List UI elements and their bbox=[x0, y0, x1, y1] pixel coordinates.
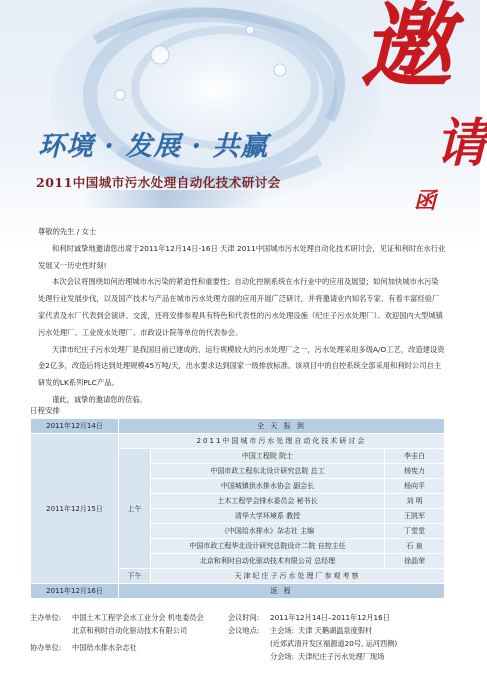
speaker-info: 土木工程学会排水委员会 秘书长 bbox=[151, 494, 385, 509]
speaker-name: 石 泉 bbox=[385, 539, 445, 554]
organizer-label: 主办单位: bbox=[30, 613, 62, 622]
event-cell: 全 天 报 到 bbox=[119, 419, 445, 434]
schedule-table bbox=[30, 418, 445, 599]
speaker-name: 杨向平 bbox=[385, 479, 445, 494]
speaker-name: 刘 明 bbox=[385, 494, 445, 509]
speaker-name: 丁堂堂 bbox=[385, 524, 445, 539]
letter-paragraph: 谨此，诚挚的邀请您的莅临。 bbox=[52, 394, 147, 404]
date-cell: 2011年12月15日 bbox=[31, 434, 119, 584]
event-cell: 天津纪庄子污水处理厂参观考察 bbox=[151, 569, 445, 584]
letter-paragraph: 和利时诚挚地邀请您出席于2011年12月14日-16日 天津 2011中国城市污水处理自动化技术研讨会，见证和利时在水行业发展又一历史性时刻! bbox=[38, 243, 446, 270]
speaker-info: 中国城镇供水排水协会 副会长 bbox=[151, 479, 385, 494]
invite-char-qing: 请 bbox=[435, 113, 487, 174]
time-label: 会议时间: bbox=[228, 613, 260, 622]
co-organizer-label: 协办单位: bbox=[30, 643, 62, 652]
speaker-info: 清华大学环境系 教授 bbox=[151, 509, 385, 524]
speaker-info: 北京和利时自动化驱动技术有限公司 总经理 bbox=[151, 554, 385, 569]
co-organizer: 中国给水排水杂志社 bbox=[72, 643, 137, 652]
speaker-info: 中国市政工程华北设计研究总院设计二院 自控主任 bbox=[151, 539, 385, 554]
speaker-info: 中国市政工程东北设计研究总院 总工 bbox=[151, 464, 385, 479]
schedule-title: 日程安排 bbox=[30, 406, 60, 415]
speaker-name: 杨宪力 bbox=[385, 464, 445, 479]
event-cell: 返 程 bbox=[119, 584, 445, 599]
conference-title: 2011中国城市污水处理自动化技术研讨会 bbox=[36, 175, 281, 190]
main-venue-label: 主会场: bbox=[270, 626, 294, 635]
session-label: 下午 bbox=[119, 569, 151, 584]
main-venue: 天津 天鹅湖温泉度假村 bbox=[298, 626, 373, 635]
invitation-letter bbox=[38, 224, 446, 409]
speaker-name: 王凯军 bbox=[385, 509, 445, 524]
organizer-1: 中国土木工程学会水工业分会 机电委员会 bbox=[72, 613, 204, 622]
table-row bbox=[31, 434, 445, 449]
branch-venue: 天津纪庄子污水处理厂现场 bbox=[298, 652, 385, 661]
salutation: 尊敬的先生 / 女士 bbox=[38, 227, 97, 236]
invite-char-han: 函 bbox=[414, 188, 437, 214]
event-cell: 2011中国城市污水处理自动化技术研讨会 bbox=[119, 434, 445, 449]
speaker-name: 徐晶荣 bbox=[385, 554, 445, 569]
speaker-info: 《中国给水排水》杂志社 主编 bbox=[151, 524, 385, 539]
slogan: 环境 · 发展 · 共赢 bbox=[38, 131, 269, 162]
letter-paragraph: 天津市纪庄子污水处理厂是我国目前已建成的、运行规模较大的污水处理厂之一，污水处理采用多级A/O工艺，改造建设资金2亿多，改造后将达到处理规模45万吨/天，出水要求达到国家一级排放标准。该项目中的自控系统全部采用和利时公司自主研发的LK系列PLC产品。 bbox=[38, 344, 445, 388]
date-cell: 2011年12月16日 bbox=[31, 584, 119, 599]
table-row bbox=[31, 584, 445, 599]
main-venue-address: (近郊武清开发区福源道20号, 运河西侧) bbox=[270, 639, 398, 648]
letter-paragraph: 本次会议将围绕如何治理城市水污染的紧迫性和重要性；自动化控制系统在水行业中的应用及展望；如何加快城市水污染处理行业发展步伐，以及国产技术与产品在城市污水处理方面的应用开展广泛研讨，并将邀请业内知名专家、有着丰富经验厂家代表及水厂代表到会演讲、交流，还将安排参观具有特色和代表性的污水处理设施（纪庄子污水处理厂）。欢迎国内大型城镇污水处理厂、工业废水处理厂、市政设计院等单位的代表参会。 bbox=[38, 277, 443, 337]
subtitle-ribbon bbox=[82, 190, 267, 208]
branch-venue-label: 分会场: bbox=[270, 652, 294, 661]
date-cell: 2011年12月14日 bbox=[31, 419, 119, 434]
speaker-name: 李圭白 bbox=[385, 449, 445, 464]
table-row bbox=[31, 419, 445, 434]
time-value: 2011年12月14日–2011年12月16日 bbox=[270, 613, 390, 622]
session-label: 上午 bbox=[119, 449, 151, 569]
venue-label: 会议地点: bbox=[228, 626, 260, 635]
speaker-info: 中国工程院 院士 bbox=[151, 449, 385, 464]
invite-char-yao: 邀 bbox=[360, 0, 453, 100]
organizer-2: 北京和利时自动化驱动技术有限公司 bbox=[72, 626, 188, 635]
